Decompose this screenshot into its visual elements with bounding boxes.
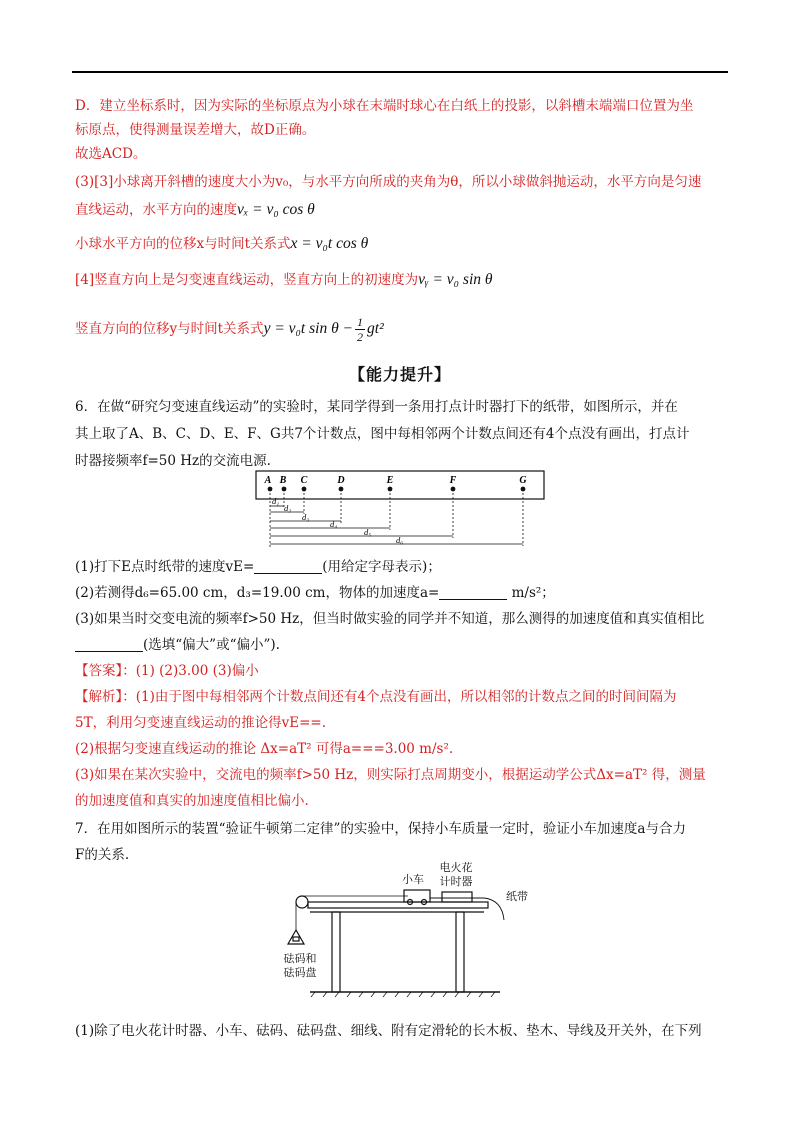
solution-p3-line-3	[75, 234, 368, 254]
label-weight-1: 砝码和	[283, 953, 317, 965]
long-board	[308, 902, 488, 908]
tape-point-label: B	[279, 475, 287, 486]
q6-sub-1-text: (1)打下E点时纸带的速度vE=	[75, 559, 255, 575]
solution-p4-line-2	[75, 314, 384, 344]
q6-sub-3-line-1: (3)如果当时交变电流的频率f>50 Hz，但当时做实验的同学并不知道，那么测得的加速度值和真实值相比	[75, 611, 705, 627]
distance-label: d₃	[302, 512, 310, 522]
equation-y	[263, 314, 384, 344]
q6-sub-3-line-2	[75, 635, 280, 655]
section-heading: 【能力提升】	[348, 365, 451, 384]
label-tape: 纸带	[506, 891, 528, 903]
q6-sub-1	[75, 557, 441, 577]
q6-line-3: 时器接频率f=50 Hz的交流电源.	[75, 453, 271, 469]
distance-label: d₁	[272, 496, 280, 506]
q6-sub-3-hint: (选填“偏大”或“偏小”).	[143, 637, 280, 653]
tape-point-label: C	[300, 475, 308, 486]
q6-line-1: 6．在做“研究匀变速直线运动”的实验时，某同学得到一条用打点计时器打下的纸带，如图所示，并在	[75, 399, 678, 415]
fraction-numerator: 1	[357, 314, 364, 329]
q6-answer: 【答案】：(1) (2)3.00 (3)偏小	[75, 663, 259, 679]
label-timer-1: 电火花	[439, 862, 473, 874]
tape-point-label: D	[337, 475, 345, 486]
solution-p3-text-2: 小球水平方向的位移x与时间t关系式	[75, 236, 291, 252]
distance-label: d₂	[284, 503, 292, 513]
solution-d-line-2: 标原点，使得测量误差增大，故D正确。	[75, 122, 316, 138]
q6-explanation-2: 5T，利用匀变速直线运动的推论得vE==.	[75, 715, 326, 731]
equation-vx: vₓ = v₀ cos θ	[237, 201, 315, 218]
q6-sub-2	[75, 583, 555, 603]
ground-hatch	[311, 992, 495, 997]
solution-p4-text: [4]竖直方向上是匀变速直线运动，竖直方向上的初速度为	[75, 272, 419, 288]
label-timer-2: 计时器	[439, 876, 473, 888]
figure-labels	[284, 860, 529, 979]
apparatus-drawing	[288, 890, 504, 997]
solution-p3-line-2	[75, 200, 315, 220]
q6-sub-2-unit: m/s²；	[507, 585, 555, 601]
tape-point-label: F	[449, 475, 457, 486]
header-rule	[72, 71, 728, 73]
distance-label: d₅	[364, 527, 372, 537]
tape-point-label: G	[519, 475, 527, 486]
fraction-denominator: 2	[357, 329, 364, 344]
q6-explanation-3: (2)根据匀变速直线运动的推论 Δx=aT² 可得a===3.00 m/s².	[75, 741, 454, 757]
paper-tape-figure	[250, 468, 550, 552]
distance-labels	[272, 496, 403, 545]
pulley	[296, 896, 308, 908]
q7-sub-1: (1)除了电火花计时器、小车、砝码、砝码盘、细线、附有定滑轮的长木板、垫木、导线及开关外，在下列	[75, 1023, 702, 1039]
tape-point-label: E	[386, 475, 394, 486]
distance-label: d₄	[330, 519, 338, 529]
solution-p4-text-2: 竖直方向的位移y与时间t关系式	[75, 321, 264, 337]
fraction-half	[355, 315, 365, 344]
paper-tape	[256, 471, 544, 499]
q6-explanation-4: (3)如果在某次实验中，交流电的频率f>50 Hz，则实际打点周期变小，根据运动学公式Δx=aT² 得，测量	[75, 767, 706, 783]
q6-explanation-5: 的加速度值和真实的加速度值相比偏小.	[75, 793, 309, 809]
answer-blank-2[interactable]	[439, 585, 507, 600]
equation-y-part-a: y = v₀t sin θ −	[263, 320, 354, 337]
solution-p3-line-1: (3)[3]小球离开斜槽的速度大小为v₀，与水平方向所成的夹角为θ，所以小球做斜抛运动，水平方向是匀速	[75, 174, 702, 190]
answer-blank-3[interactable]	[75, 637, 143, 652]
equation-vy: vᵧ = v₀ sin θ	[418, 271, 493, 288]
tape-dots	[268, 487, 526, 492]
q6-sub-2-text: (2)若测得d₆=65.00 cm，d₃=19.00 cm，物体的加速度a=	[75, 585, 440, 601]
table-leg-right	[456, 912, 464, 992]
equation-x: x = v₀t cos θ	[290, 235, 369, 252]
label-car: 小车	[402, 874, 424, 886]
paper-tape-curve	[430, 898, 504, 920]
equation-y-part-b: gt²	[367, 320, 384, 337]
solution-choose: 故选ACD。	[75, 146, 147, 162]
solution-d-line-1: D．建立坐标系时，因为实际的坐标原点为小球在末端时球心在白纸上的投影，以斜槽末端端口位置为坐	[75, 98, 694, 114]
weight-block	[293, 937, 299, 941]
tape-point-label: A	[264, 475, 272, 486]
q6-explanation-1: 【解析】：(1)由于图中每相邻两个计数点间还有4个点没有画出，所以相邻的计数点之间的时间间隔为	[75, 689, 677, 705]
newton-apparatus-figure	[270, 858, 540, 998]
answer-blank-1[interactable]	[254, 559, 322, 574]
table-leg-left	[332, 912, 340, 992]
solution-p4-line-1	[75, 270, 493, 290]
solution-p3-text: 直线运动，水平方向的速度	[75, 202, 237, 218]
q6-sub-1-hint: (用给定字母表示)；	[322, 559, 441, 575]
q7-line-1: 7．在用如图所示的装置“验证牛顿第二定律”的实验中，保持小车质量一定时，验证小车加速度a与合力	[75, 821, 686, 837]
spark-timer	[442, 892, 472, 902]
label-weight-2: 砝码盘	[283, 967, 317, 979]
q7-line-2: F的关系.	[75, 847, 130, 863]
distance-label: d₆	[396, 535, 404, 545]
tape-point-labels	[264, 475, 528, 486]
q6-line-2: 其上取了A、B、C、D、E、F、G共7个计数点，图中每相邻两个计数点间还有4个点没有画出，打点计	[75, 426, 690, 442]
